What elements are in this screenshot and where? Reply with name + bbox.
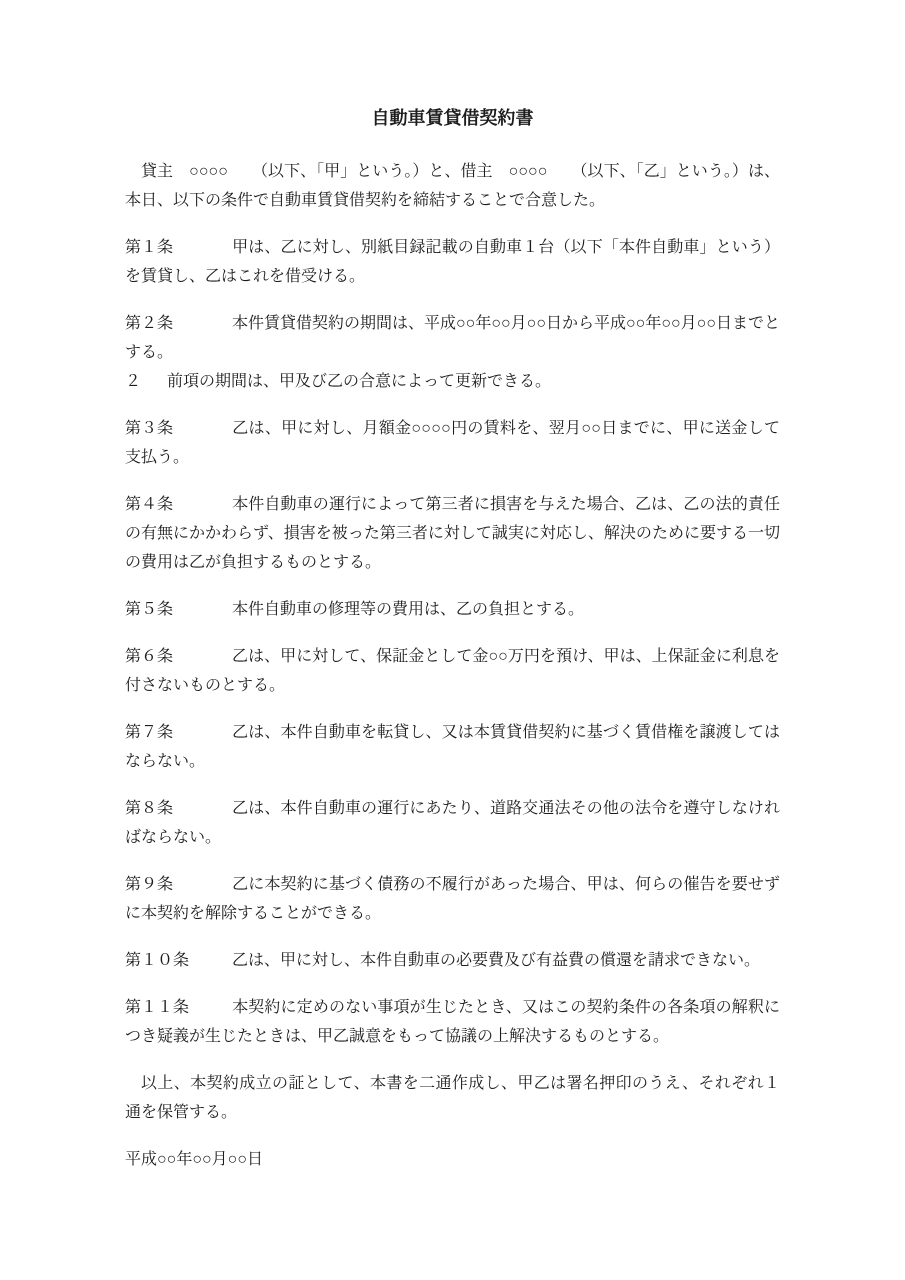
- article-6: [125, 642, 780, 700]
- article-9-text: 乙に本契約に基づく債務の不履行があった場合、甲は、何らの催告を要せずに本契約を解除することができる。: [125, 876, 780, 922]
- article-11-number: 第１１条: [125, 999, 190, 1016]
- article-7: [125, 718, 780, 776]
- article-10-number: 第１０条: [125, 952, 190, 969]
- article-11-text: 本契約に定めのない事項が生じたとき、又はこの契約条件の各条項の解釈につき疑義が生じたときは、甲乙誠意をもって協議の上解決するものとする。: [125, 999, 780, 1045]
- article-6-text: 乙は、甲に対して、保証金として金○○万円を預け、甲は、上保証金に利息を付さないものとする。: [125, 648, 780, 694]
- article-2-text: 本件賃貸借契約の期間は、平成○○年○○月○○日から平成○○年○○月○○日までとする。: [125, 315, 780, 361]
- article-3-text: 乙は、甲に対し、月額金○○○○円の賃料を、翌月○○日までに、甲に送金して支払う。: [125, 420, 780, 466]
- article-1: [125, 233, 780, 291]
- article-4-text: 本件自動車の運行によって第三者に損害を与えた場合、乙は、乙の法的責任の有無にかかわらず、損害を被った第三者に対して誠実に対応し、解決のために要する一切の費用は乙が負担するものとする。: [125, 496, 780, 571]
- article-2-number: 第２条: [125, 315, 174, 332]
- contract-document: [125, 0, 780, 1174]
- article-6-number: 第６条: [125, 648, 174, 665]
- article-7-text: 乙は、本件自動車を転貸し、又は本賃貸借契約に基づく賃借権を譲渡してはならない。: [125, 724, 780, 770]
- date-line: 平成○○年○○月○○日: [125, 1151, 263, 1168]
- article-4-number: 第４条: [125, 496, 174, 513]
- article-2: [125, 309, 780, 396]
- article-10-text: 乙は、甲に対し、本件自動車の必要費及び有益費の償還を請求できない。: [232, 952, 761, 969]
- article-7-number: 第７条: [125, 724, 174, 741]
- article-9-number: 第９条: [125, 876, 174, 893]
- article-8-text: 乙は、本件自動車の運行にあたり、道路交通法その他の法令を遵守しなければならない。: [125, 800, 780, 846]
- article-8: [125, 794, 780, 852]
- preamble-paragraph: 貸主 ○○○○ （以下、「甲」という。）と、借主 ○○○○ （以下、「乙」という。）は、本日、以下の条件で自動車賃貸借契約を締結することで合意した。: [125, 163, 780, 209]
- article-8-number: 第８条: [125, 800, 174, 817]
- article-10: [125, 946, 780, 975]
- article-3-number: 第３条: [125, 420, 174, 437]
- article-1-text: 甲は、乙に対し、別紙目録記載の自動車１台（以下「本件自動車」という）を賃貸し、乙はこれを借受ける。: [125, 239, 780, 285]
- article-4: [125, 490, 780, 577]
- closing-paragraph: 以上、本契約成立の証として、本書を二通作成し、甲乙は署名押印のうえ、それぞれ１通を保管する。: [125, 1075, 780, 1121]
- article-9: [125, 870, 780, 928]
- article-1-number: 第１条: [125, 239, 174, 256]
- document-title: 自動車賃貸借契約書: [371, 108, 534, 128]
- article-5-text: 本件自動車の修理等の費用は、乙の負担とする。: [232, 601, 585, 618]
- article-3: [125, 414, 780, 472]
- article-2-clause-2-text: 前項の期間は、甲及び乙の合意によって更新できる。: [167, 373, 552, 390]
- article-11: [125, 993, 780, 1051]
- article-5-number: 第５条: [125, 601, 174, 618]
- article-2-clause-2-number: ２: [125, 373, 142, 390]
- article-2-clause-2: [125, 367, 780, 396]
- article-5: [125, 595, 780, 624]
